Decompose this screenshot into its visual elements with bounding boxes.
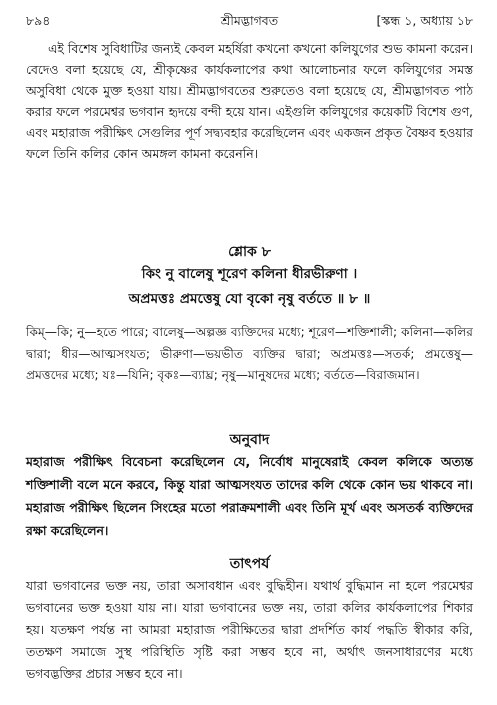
translation-section (26, 450, 473, 542)
synonyms-text: কিম্—কি; নু—হতে পারে; বালেষু—অল্পজ্ঞ ব্যক্তিদের মধ্যে; শূরেণ—শক্তিশালী; কলিনা—কলির দ্বারা; ধীর—আত্মসংযত; ভীরুণা—ভয়ভীত ব্যক্তির দ্বারা; অপ্রমত্তঃ—সতর্ক; প্রমত্তেষু—প্রমত্তদের মধ্যে; যঃ—যিনি; বৃকঃ—ব্যাঘ্র; নৃষু—মানুষদের মধ্যে; বর্ততে—বিরাজমান। (26, 325, 473, 382)
intro-section (26, 38, 473, 164)
page-number: ৮৯৪ (26, 13, 51, 28)
intro-paragraph: এই বিশেষ সুবিধাটির জন্যই কেবল মহর্ষিরা কখনো কখনো কলিযুগের শুভ কামনা করেন। বেদেও বলা হয়েছে যে, শ্রীকৃষ্ণের কার্যকলাপের কথা আলোচনার ফলে কলিযুগের সমস্ত অসুবিধা থেকে মুক্ত হওয়া যায়। শ্রীমদ্ভাগবতের শুরুতেও বলা হয়েছে যে, শ্রীমদ্ভাগবত পাঠ করার ফলে পরমেশ্বর ভগবান হৃদয়ে বন্দী হয়ে যান। এইগুলি কলিযুগের কয়েকটি বিশেষ গুণ, এবং মহারাজ পরীক্ষিৎ সেগুলির পূর্ণ সদ্ব্যবহার করেছিলেন এবং একজন প্রকৃত বৈষ্ণব হওয়ার ফলে তিনি কলির কোন অমঙ্গল কামনা করেননি। (26, 41, 473, 161)
book-title: শ্রীমদ্ভাগবত (220, 13, 279, 28)
verse-line-1: কিং নু বালেষু শূরেণ কলিনা ধীরভীরুণা । (141, 266, 358, 282)
verse-text (26, 262, 473, 312)
chapter-reference: [স্কন্ধ ১, অধ্যায় ১৮ (376, 13, 473, 28)
page-header (26, 10, 473, 32)
purport-section (26, 575, 473, 685)
purport-text: যারা ভগবানের ভক্ত নয়, তারা অসাবধান এবং বুদ্ধিহীন। যথার্থ বুদ্ধিমান না হলে পরমেশ্বর ভগবানের ভক্ত হওয়া যায় না। যারা ভগবানের ভক্ত নয়, তারা কলির কার্যকলাপের শিকার হয়। যতক্ষণ পর্যন্ত না আমরা মহারাজ পরীক্ষিতের দ্বারা প্রদর্শিত কার্য পদ্ধতি স্বীকার করি, ততক্ষণ সমাজে সুস্থ পরিস্থিতি সৃষ্টি করা সম্ভব হবে না, অর্থাৎ জনসাধারণের মধ্যে ভগবদ্ভক্তির প্রচার সম্ভব হবে না। (26, 578, 473, 681)
verse-line-2: অপ্রমত্তঃ প্রমত্তেষু যো বৃকো নৃষু বর্ততে ॥ ৮ ॥ (128, 291, 371, 307)
translation-heading: অনুবাদ (229, 432, 270, 448)
translation-text: মহারাজ পরীক্ষিৎ বিবেচনা করেছিলেন যে, নির্বোধ মানুষেরাই কেবল কলিকে অত্যন্ত শক্তিশালী বলে মনে করবে, কিন্তু যারা আত্মসংযত তাদের কলি থেকে কোন ভয় থাকবে না। মহারাজ পরীক্ষিৎ ছিলেন সিংহের মতো পরাক্রমশালী এবং তিনি মূর্খ এবং অসতর্ক ব্যক্তিদের রক্ষা করেছিলেন। (26, 454, 473, 538)
verse-heading: শ্লোক ৮ (228, 244, 271, 260)
purport-heading: তাৎপর্য (229, 556, 270, 572)
synonyms-section (26, 322, 473, 387)
